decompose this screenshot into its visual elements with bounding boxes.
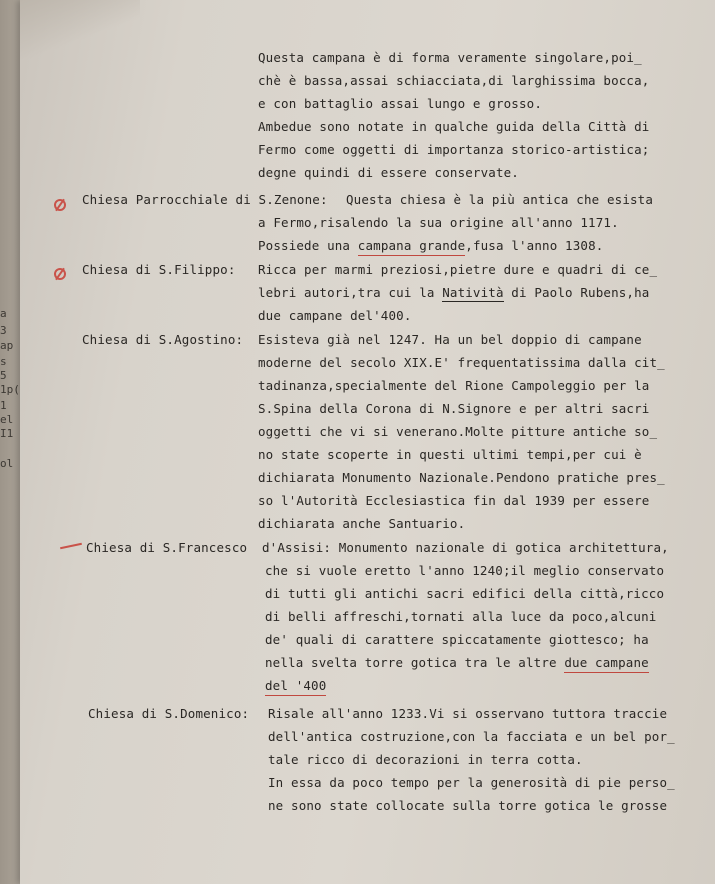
section-heading: Chiesa di S.Filippo: — [82, 262, 236, 277]
page-fold-shadow — [20, 0, 140, 60]
underlying-text: el — [0, 414, 14, 425]
underlying-text: 5 — [0, 370, 7, 381]
underlined-phrase: due campane — [564, 655, 648, 673]
section-text: ne sono state collocate sulla torre gotica le grosse — [268, 798, 668, 813]
section-text: moderne del secolo XIX.E' frequentatissima dalla cit_ — [258, 355, 665, 370]
section-text: lebri autori,tra cui la Natività di Paolo Rubens,ha — [258, 285, 650, 300]
section-text: Questa chiesa è la più antica che esista — [346, 192, 654, 207]
section-text: oggetti che vi si venerano.Molte pitture antiche so_ — [258, 424, 658, 439]
section-heading: Chiesa di S.Agostino: — [82, 332, 244, 347]
underlying-text: 3 — [0, 325, 7, 336]
section-text: S.Spina della Corona di N.Signore e per altri sacri — [258, 401, 650, 416]
section-text: dichiarata Monumento Nazionale.Pendono pratiche pres_ — [258, 470, 665, 485]
section-text: d'Assisi: Monumento nazionale di gotica architettura, — [262, 540, 669, 555]
underlined-phrase: del '400 — [265, 678, 326, 696]
intro-line: chè è bassa,assai schiacciata,di larghissima bocca, — [258, 73, 650, 88]
section-text: nella svelta torre gotica tra le altre due campane — [265, 657, 649, 670]
section-text: di tutti gli antichi sacri edifici della città,ricco — [265, 586, 665, 601]
underlying-text: ol — [0, 458, 14, 469]
intro-line: e con battaglio assai lungo e grosso. — [258, 96, 542, 111]
underlined-phrase: campana grande — [358, 238, 465, 256]
underlying-text: s — [0, 356, 7, 367]
section-text: so l'Autorità Ecclesiastica fin dal 1939 per essere — [258, 493, 650, 508]
underlying-text: 1 — [0, 400, 7, 411]
intro-line: Ambedue sono notate in qualche guida della Città di — [258, 119, 650, 134]
section-text: che si vuole eretto l'anno 1240;il meglio conservato — [265, 563, 665, 578]
section-text — [265, 680, 326, 693]
section-text: Risale all'anno 1233.Vi si osservano tuttora traccie — [268, 706, 668, 721]
red-annotation-mark — [54, 199, 66, 211]
section-text: Ricca per marmi preziosi,pietre dure e quadri di ce_ — [258, 262, 658, 277]
underlying-text: 1p( — [0, 384, 20, 395]
intro-line: degne quindi di essere conservate. — [258, 165, 519, 180]
section-text: a Fermo,risalendo la sua origine all'anno 1171. — [258, 215, 619, 230]
intro-line: Questa campana è di forma veramente singolare,poi_ — [258, 50, 642, 65]
underlying-text: ap — [0, 340, 14, 351]
section-text: In essa da poco tempo per la generosità di pie perso_ — [268, 775, 675, 790]
intro-line: Fermo come oggetti di importanza storico-artistica; — [258, 142, 650, 157]
section-text: tale ricco di decorazioni in terra cotta. — [268, 752, 583, 767]
section-text: de' quali di carattere spiccatamente giottesco; ha — [265, 632, 649, 647]
section-text: dichiarata anche Santuario. — [258, 516, 466, 531]
section-text: no state scoperte in questi ultimi tempi,per cui è — [258, 447, 642, 462]
section-text: dell'antica costruzione,con la facciata e un bel por_ — [268, 729, 675, 744]
section-text: due campane del'400. — [258, 308, 412, 323]
underlined-phrase: Natività — [442, 285, 504, 300]
section-text: di belli affreschi,tornati alla luce da poco,alcuni — [265, 609, 657, 624]
underlying-text: I1 — [0, 428, 14, 439]
section-heading: Chiesa Parrocchiale di S.Zenone: — [82, 192, 328, 207]
section-heading: Chiesa di S.Francesco — [86, 540, 248, 555]
red-annotation-mark — [54, 268, 66, 280]
underlying-text: a — [0, 308, 7, 319]
section-text: tadinanza,specialmente del Rione Campoleggio per la — [258, 378, 650, 393]
section-text: Possiede una campana grande,fusa l'anno 1308. — [258, 240, 603, 253]
section-text: Esisteva già nel 1247. Ha un bel doppio di campane — [258, 332, 642, 347]
section-heading: Chiesa di S.Domenico: — [88, 706, 250, 721]
